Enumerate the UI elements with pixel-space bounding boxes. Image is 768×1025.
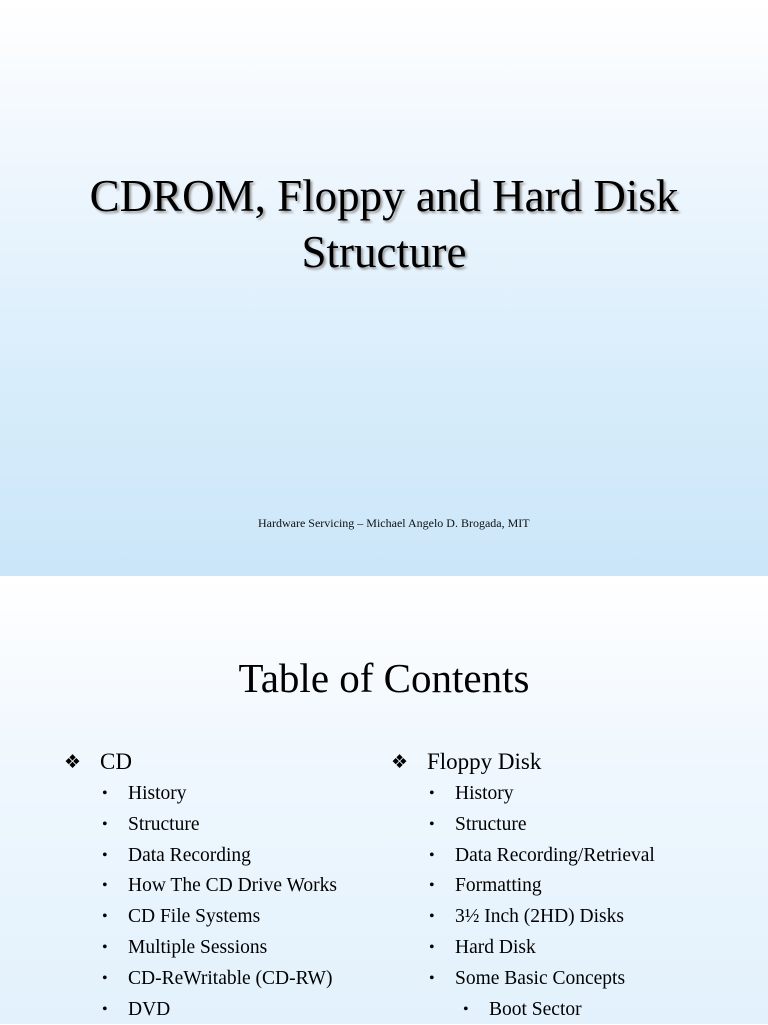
bullet-icon: • xyxy=(429,938,435,956)
list-item xyxy=(64,964,337,995)
diamond-bullet-icon: ❖ xyxy=(391,751,409,773)
list-item-label: How The CD Drive Works xyxy=(128,875,337,897)
list-item-label: Data Recording/Retrieval xyxy=(455,844,655,866)
toc-title: Table of Contents xyxy=(238,655,530,701)
list-item-label: 3½ Inch (2HD) Disks xyxy=(455,906,624,928)
list-item-label: Formatting xyxy=(455,875,542,897)
list-item xyxy=(391,841,655,872)
bullet-icon: • xyxy=(429,785,435,802)
bullet-icon: • xyxy=(429,908,435,926)
list-item xyxy=(64,933,337,964)
diamond-bullet-icon: ❖ xyxy=(64,751,82,773)
author-footer: Hardware Servicing – Michael Angelo D. Brogada, MIT xyxy=(258,516,530,530)
list-item-label: History xyxy=(455,783,514,804)
title-line-1: CDROM, Floppy and Hard Disk xyxy=(89,171,679,221)
bullet-icon: • xyxy=(429,969,435,987)
list-item-label: Structure xyxy=(128,813,200,835)
floppy-section xyxy=(391,745,655,1025)
cd-topic-list xyxy=(64,779,337,1025)
list-item-label: Structure xyxy=(455,813,527,835)
bullet-icon: • xyxy=(429,815,435,833)
list-item xyxy=(391,779,655,810)
bullet-icon: • xyxy=(102,1000,108,1018)
cd-section xyxy=(64,745,337,1025)
list-subitem-label: Boot Sector xyxy=(489,998,582,1020)
floppy-topic-list xyxy=(391,779,655,1025)
bullet-icon: • xyxy=(429,846,435,864)
cd-heading xyxy=(64,745,337,779)
bullet-icon: • xyxy=(463,1000,469,1018)
presentation-title xyxy=(0,168,768,280)
bullet-icon: • xyxy=(102,877,108,895)
list-item-label: Data Recording xyxy=(128,844,251,866)
list-item xyxy=(64,902,337,933)
list-item-label: History xyxy=(128,783,187,804)
bullet-icon: • xyxy=(102,938,108,956)
list-item-label: Some Basic Concepts xyxy=(455,967,626,989)
bullet-icon: • xyxy=(102,908,108,926)
floppy-heading xyxy=(391,745,655,779)
list-item xyxy=(391,871,655,902)
title-line-2: Structure xyxy=(301,227,467,277)
list-item-label: Hard Disk xyxy=(455,936,536,958)
list-item-label: CD-ReWritable (CD-RW) xyxy=(128,967,333,989)
list-item-label: DVD xyxy=(128,998,171,1020)
floppy-heading-label: Floppy Disk xyxy=(427,749,542,774)
bullet-icon: • xyxy=(102,846,108,864)
cd-heading-label: CD xyxy=(100,749,132,774)
list-item xyxy=(64,871,337,902)
list-item-label: Multiple Sessions xyxy=(128,936,268,958)
bullet-icon: • xyxy=(429,877,435,895)
list-subitem xyxy=(391,995,655,1025)
list-item xyxy=(391,810,655,841)
list-item xyxy=(391,933,655,964)
list-item xyxy=(391,902,655,933)
list-item xyxy=(64,995,337,1025)
bullet-icon: • xyxy=(102,815,108,833)
list-item-label: CD File Systems xyxy=(128,906,261,928)
bullet-icon: • xyxy=(102,785,108,802)
list-item xyxy=(64,810,337,841)
list-item xyxy=(64,779,337,810)
bullet-icon: • xyxy=(102,969,108,987)
list-item xyxy=(64,841,337,872)
list-item xyxy=(391,964,655,995)
